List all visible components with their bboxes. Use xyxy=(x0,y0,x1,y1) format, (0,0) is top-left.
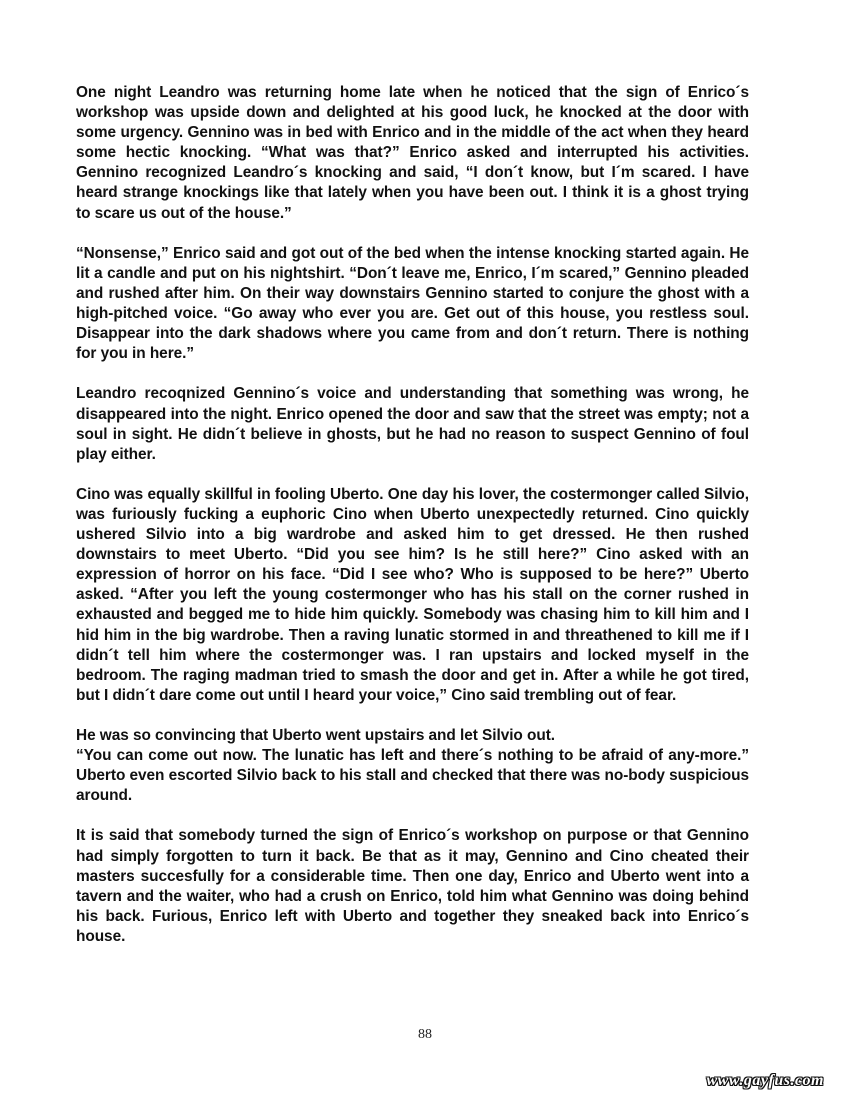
paragraph-3: Leandro recoqnized Gennino´s voice and understanding that something was wrong, he disappeared into the night. Enrico opened the door and saw that the street was empty; not a soul in sight. He didn´t believe in ghosts, but he had no reason to suspect Gennino of foul play either. xyxy=(76,385,749,463)
paragraph-7: It is said that somebody turned the sign of Enrico´s workshop on purpose or that Gennino had simply forgotten to turn it back. Be that as it may, Gennino and Cino cheated their masters succesfully for a considerable time. Then one day, Enrico and Uberto went into a tavern and the waiter, who had a crush on Enrico, told him what Gennino was doing behind his back. Furious, Enrico left with Uberto and together they sneaked back into Enrico´s house. xyxy=(76,827,749,945)
paragraph-6: “You can come out now. The lunatic has left and there´s nothing to be afraid of any-more.” Uberto even escorted Silvio back to his stall and checked that there was no-body suspicious around. xyxy=(76,747,749,805)
paragraph-1: One night Leandro was returning home late when he noticed that the sign of Enrico´s workshop was upside down and delighted at his good luck, he knocked at the door with some urgency. Gennino was in bed with Enrico and in the middle of the act when they heard some hectic knocking. “What was that?” Enrico asked and interrupted his activities. Gennino recognized Leandro´s knocking and said, “I don´t know, but I´m scared. I have heard strange knockings like that lately when you have been out. I think it is a ghost trying to scare us out of the house.” xyxy=(76,84,749,222)
body-text xyxy=(76,83,749,967)
paragraph-4: Cino was equally skillful in fooling Uberto. One day his lover, the costermonger called Silvio, was furiously fucking a euphoric Cino when Uberto unexpectedly returned. Cino quickly ushered Silvio into a big wardrobe and asked him to get dressed. He then rushed downstairs to meet Uberto. “Did you see him? Is he still here?” Cino asked with an expression of horror on his face. “Did I see who? Who is supposed to be here?” Uberto asked. “After you left the young costermonger who has his stall on the corner rushed in exhausted and begged me to hide him quickly. Somebody was chasing him to kill him and I hid him in the big wardrobe. Then a raving lunatic stormed in and threathened to kill me if I didn´t tell him where the costermonger was. I ran upstairs and locked myself in the bedroom. The raging madman tried to smash the door and get in. After a while he got tired, but I didn´t dare come out until I heard your voice,” Cino said trembling out of fear. xyxy=(76,485,749,704)
page-number: 88 xyxy=(418,1027,432,1042)
watermark: www.gayfus.com xyxy=(706,1072,824,1089)
paragraph-2: “Nonsense,” Enrico said and got out of the bed when the intense knocking started again. He lit a candle and put on his nightshirt. “Don´t leave me, Enrico, I´m scared,” Gennino pleaded and rushed after him. On their way downstairs Gennino started to conjure the ghost with a high-pitched voice. “Go away who ever you are. Get out of this house, you restless soul. Disappear into the dark shadows where you came from and don´t return. There is nothing for you in here.” xyxy=(76,244,749,363)
paragraph-5: He was so convincing that Uberto went upstairs and let Silvio out. xyxy=(76,727,556,744)
